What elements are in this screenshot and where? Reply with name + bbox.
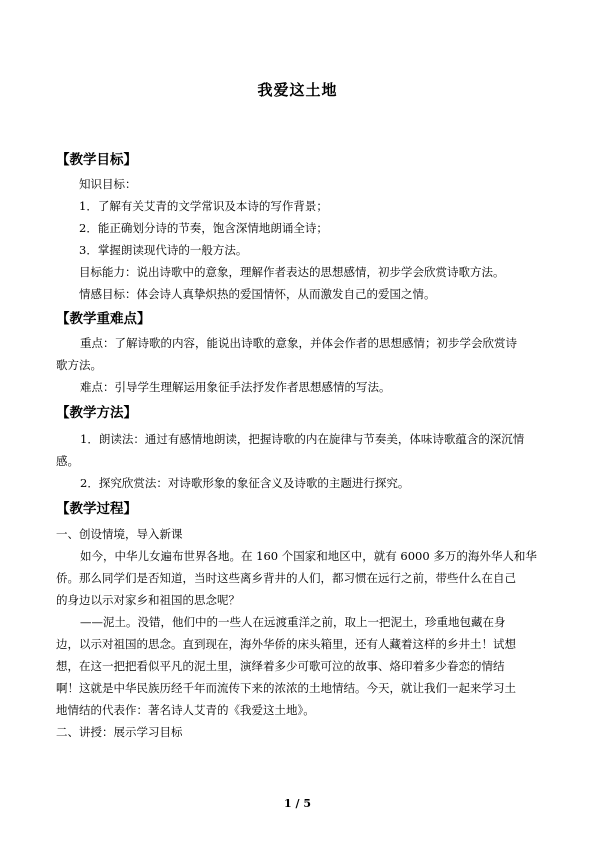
paragraph-line: 知识目标： [79, 177, 137, 191]
paragraph-line: 啊！这就是中华民族历经千年而流传下来的浓浓的土地情结。今天，就让我们一起来学习土 [56, 681, 516, 695]
paragraph-line: 的身边以示对家乡和祖国的思念呢？ [56, 593, 240, 607]
paragraph-line: 如今，中华儿女遍布世界各地。在 160 个国家和地区中，就有 6000 多万的海外华人和华 [80, 549, 537, 563]
paragraph-line: 侨。那么同学们是否知道，当时这些离乡背井的人们，都习惯在远行之前，带些什么在自己 [56, 571, 516, 585]
section-heading-key-points: 【教学重难点】 [56, 311, 151, 327]
paragraph-line: 3．掌握朗读现代诗的一般方法。 [79, 243, 248, 257]
paragraph-line: 地情结的代表作：著名诗人艾青的《我爱这土地》。 [56, 703, 315, 717]
section-heading-methods: 【教学方法】 [56, 405, 137, 421]
paragraph-line: 2．能正确划分诗的节奏，饱含深情地朗诵全诗； [79, 221, 328, 235]
paragraph-line: 目标能力：说出诗歌中的意象，理解作者表达的思想感情，初步学会欣赏诗歌方法。 [79, 265, 505, 279]
paragraph-line: ——泥土。没错，他们中的一些人在远渡重洋之前，取上一把泥土，珍重地包藏在身 [80, 615, 506, 629]
paragraph-line: 二、讲授：展示学习目标 [56, 725, 183, 739]
page-number: 1 / 5 [284, 797, 311, 810]
paragraph-line: 情感目标：体会诗人真挚炽热的爱国情怀，从而激发自己的爱国之情。 [79, 287, 436, 301]
paragraph-line: 1．了解有关艾青的文学常识及本诗的写作背景； [79, 199, 328, 213]
paragraph-line: 1．朗读法：通过有感情地朗读，把握诗歌的内在旋律与节奏美，体味诗歌蕴含的深沉情 [80, 432, 525, 446]
paragraph-line: 难点：引导学生理解运用象征手法抒发作者思想感情的写法。 [80, 380, 391, 394]
paragraph-line: 2．探究欣赏法：对诗歌形象的象征含义及诗歌的主题进行探究。 [80, 476, 410, 490]
section-heading-process: 【教学过程】 [56, 501, 137, 517]
document-title: 我爱这土地 [257, 81, 338, 99]
section-heading-objectives: 【教学目标】 [56, 152, 137, 168]
paragraph-line: 边，以示对祖国的思念。直到现在，海外华侨的床头箱里，还有人藏着这样的乡井土！试想 [56, 637, 516, 651]
paragraph-line: 重点：了解诗歌的内容，能说出诗歌的意象，并体会作者的思想感情；初步学会欣赏诗 [80, 336, 517, 350]
paragraph-line: 歌方法。 [56, 358, 102, 372]
paragraph-line: 感。 [56, 454, 79, 468]
paragraph-line: 想，在这一把把看似平凡的泥土里，演绎着多少可歌可泣的故事、烙印着多少眷恋的情结 [56, 659, 505, 673]
paragraph-line: 一、创设情境，导入新课 [56, 527, 183, 541]
